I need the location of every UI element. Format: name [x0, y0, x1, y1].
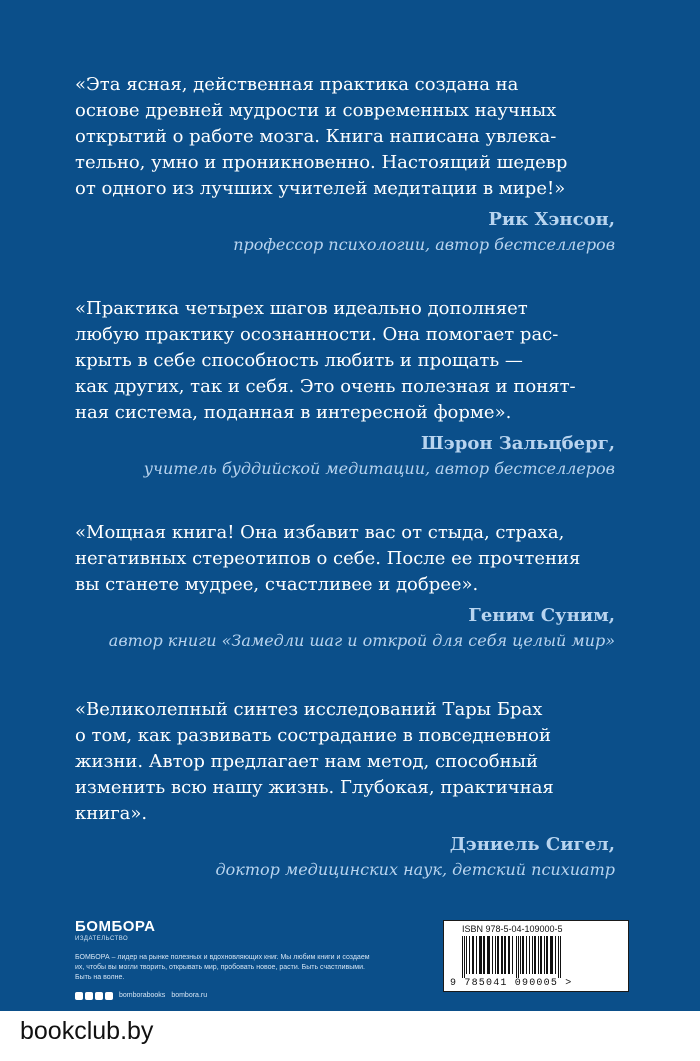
review-quote-3	[75, 520, 615, 652]
youtube-icon	[95, 992, 103, 1000]
quote-author: Рик Хэнсон,	[488, 209, 615, 230]
social-handle: bomborabooks	[119, 992, 166, 999]
publisher-logo: БОМБОРА	[75, 918, 156, 935]
review-quote-2	[75, 296, 615, 480]
quote-text: «Великолепный синтез исследований Тары Брах о том, как развивать сострадание в повседневной жизни. Автор предлагает нам метод, способный изменить всю нашу жизнь. Глубокая, практичная книга».	[75, 699, 554, 824]
social-icons	[75, 992, 113, 1000]
quote-author-role: автор книги «Замедли шаг и открой для себя целый мир»	[108, 631, 615, 650]
isbn-label: ISBN 978-5-04-109000-5	[462, 924, 563, 934]
quote-author: Геним Суним,	[468, 605, 615, 626]
quote-author: Дэниель Сигел,	[449, 834, 615, 855]
instagram-icon	[105, 992, 113, 1000]
facebook-icon	[75, 992, 83, 1000]
publisher-block	[75, 919, 395, 1001]
quote-author-role: профессор психологии, автор бестселлеров	[233, 235, 615, 254]
publisher-tagline: БОМБОРА – лидер на рынке полезных и вдохновляющих книг. Мы любим книги и создаем их, чтобы вы могли творить, открывать мир, пробовать новое, расти. Быть счастливыми. Быть на волне.	[75, 954, 370, 981]
quote-text: «Практика четырех шагов идеально дополняет любую практику осознанности. Она помогает рас- крыть в себе способность любить и прощать — как других, так и себя. Это очень полезная и понят- ная система, поданная в интересной форме».	[75, 298, 576, 423]
barcode-digits: 9 785041 090005 >	[450, 978, 573, 989]
quote-author-role: учитель буддийской медитации, автор бестселлеров	[143, 459, 615, 478]
quote-author: Шэрон Зальцберг,	[420, 433, 615, 454]
publisher-links	[75, 991, 395, 1001]
quote-text: «Эта ясная, действенная практика создана на основе древней мудрости и современных научных открытий о работе мозга. Книга написана увлека- тельно, умно и проникновенно. Настоящий шедевр от одного из лучших учителей медитации в мире!»	[75, 74, 568, 199]
barcode-image	[460, 936, 612, 978]
site-watermark: bookclub.by	[20, 1017, 154, 1045]
quote-text: «Мощная книга! Она избавит вас от стыда, страха, негативных стереотипов о себе. После ее прочтения вы станете мудрее, счастливее и добрее».	[75, 522, 581, 595]
review-quote-1	[75, 72, 615, 256]
publisher-subtitle: ИЗДАТЕЛЬСТВО	[75, 936, 129, 942]
review-quote-4	[75, 697, 615, 881]
quote-author-role: доктор медицинских наук, детский психиатр	[215, 860, 615, 879]
vk-icon	[85, 992, 93, 1000]
publisher-website: bombora.ru	[171, 992, 208, 999]
barcode-panel	[443, 920, 629, 992]
